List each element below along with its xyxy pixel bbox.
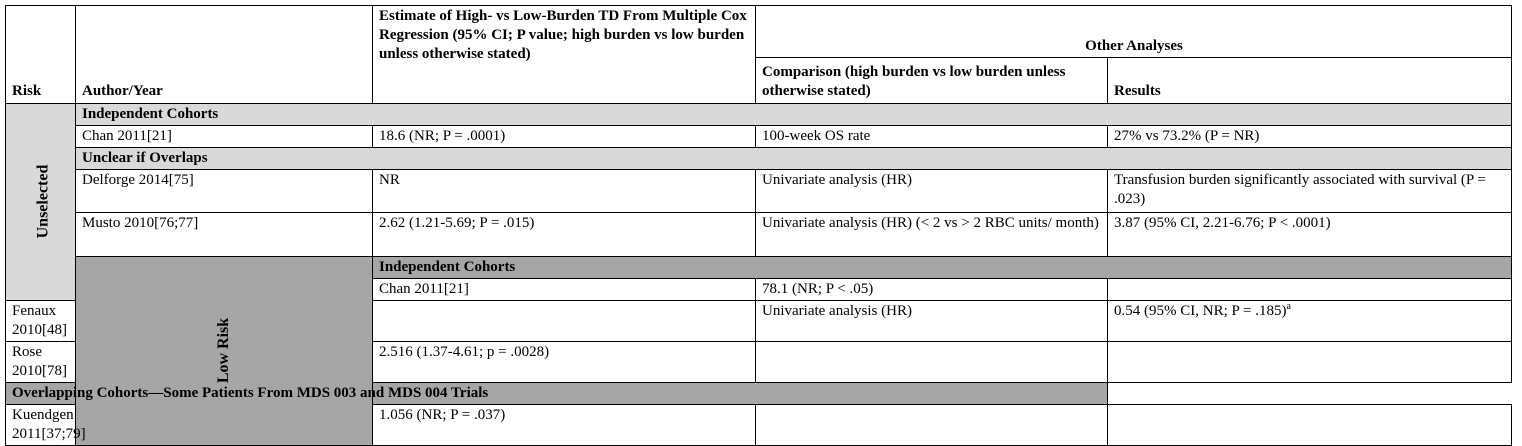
cell-comparison: Univariate analysis (HR) [756, 301, 1108, 342]
cell-results: Transfusion burden significantly associated with survival (P = .023) [1108, 170, 1512, 213]
risk-group-low-risk [76, 257, 373, 446]
cell-author: Musto 2010[76;77] [76, 213, 373, 257]
cell-estimate: 1.056 (NR; P = .037) [373, 405, 756, 446]
cell-results: 3.87 (95% CI, 2.21-6.76; P < .0001) [1108, 213, 1512, 257]
cell-comparison [1108, 279, 1512, 301]
header-estimate: Estimate of High- vs Low-Burden TD From Multiple Cox Regression (95% CI; P value; high burden vs low burden unless otherwise stated) [373, 6, 756, 104]
cell-results [1108, 342, 1512, 383]
cell-author: Fenaux 2010[48] [6, 301, 76, 342]
cell-results [1108, 405, 1512, 446]
table-row [6, 213, 1512, 257]
section-row [6, 148, 1512, 170]
cell-estimate: NR [373, 170, 756, 213]
header-comparison: Comparison (high burden vs low burden unless otherwise stated) [756, 58, 1108, 104]
section-title: Unclear if Overlaps [76, 148, 1512, 170]
results-text: 0.54 (95% CI, NR; P = .185) [1114, 303, 1287, 319]
header-results: Results [1108, 58, 1512, 104]
cell-estimate: 2.516 (1.37-4.61; p = .0028) [373, 342, 756, 383]
section-title: Independent Cohorts [373, 257, 1512, 279]
section-row [6, 257, 1512, 279]
section-title: Overlapping Cohorts—Some Patients From MDS 003 and MDS 004 Trials [6, 383, 1108, 405]
header-row-top [6, 6, 1512, 58]
cell-author: Kuendgen 2011[37;79] [6, 405, 76, 446]
cell-comparison: 100-week OS rate [756, 126, 1108, 148]
header-author-year: Author/Year [76, 6, 373, 104]
cell-author: Chan 2011[21] [76, 126, 373, 148]
cell-estimate: 18.6 (NR; P = .0001) [373, 126, 756, 148]
cell-author: Delforge 2014[75] [76, 170, 373, 213]
cell-estimate: 78.1 (NR; P < .05) [756, 279, 1108, 301]
table-row [6, 170, 1512, 213]
header-risk: Risk [6, 6, 76, 104]
cell-results: 27% vs 73.2% (P = NR) [1108, 126, 1512, 148]
section-row [6, 383, 1512, 405]
cell-author: Rose 2010[78] [6, 342, 76, 383]
risk-label: Unselected [34, 164, 52, 239]
cell-estimate [373, 301, 756, 342]
header-other-analyses: Other Analyses [756, 6, 1512, 58]
risk-label: Low Risk [215, 317, 233, 384]
cell-comparison [756, 342, 1108, 383]
cell-author: Chan 2011[21] [373, 279, 756, 301]
cell-comparison: Univariate analysis (HR) [756, 170, 1108, 213]
cell-comparison: Univariate analysis (HR) (< 2 vs > 2 RBC units/ month) [756, 213, 1108, 257]
cell-estimate: 2.62 (1.21-5.69; P = .015) [373, 213, 756, 257]
footnote-marker: a [1286, 301, 1291, 312]
table-row [6, 126, 1512, 148]
section-row [6, 104, 1512, 126]
cell-results [1108, 301, 1512, 342]
risk-group-unselected [6, 104, 76, 301]
cell-comparison [756, 405, 1108, 446]
evidence-table [5, 5, 1512, 446]
section-title: Independent Cohorts [76, 104, 1512, 126]
